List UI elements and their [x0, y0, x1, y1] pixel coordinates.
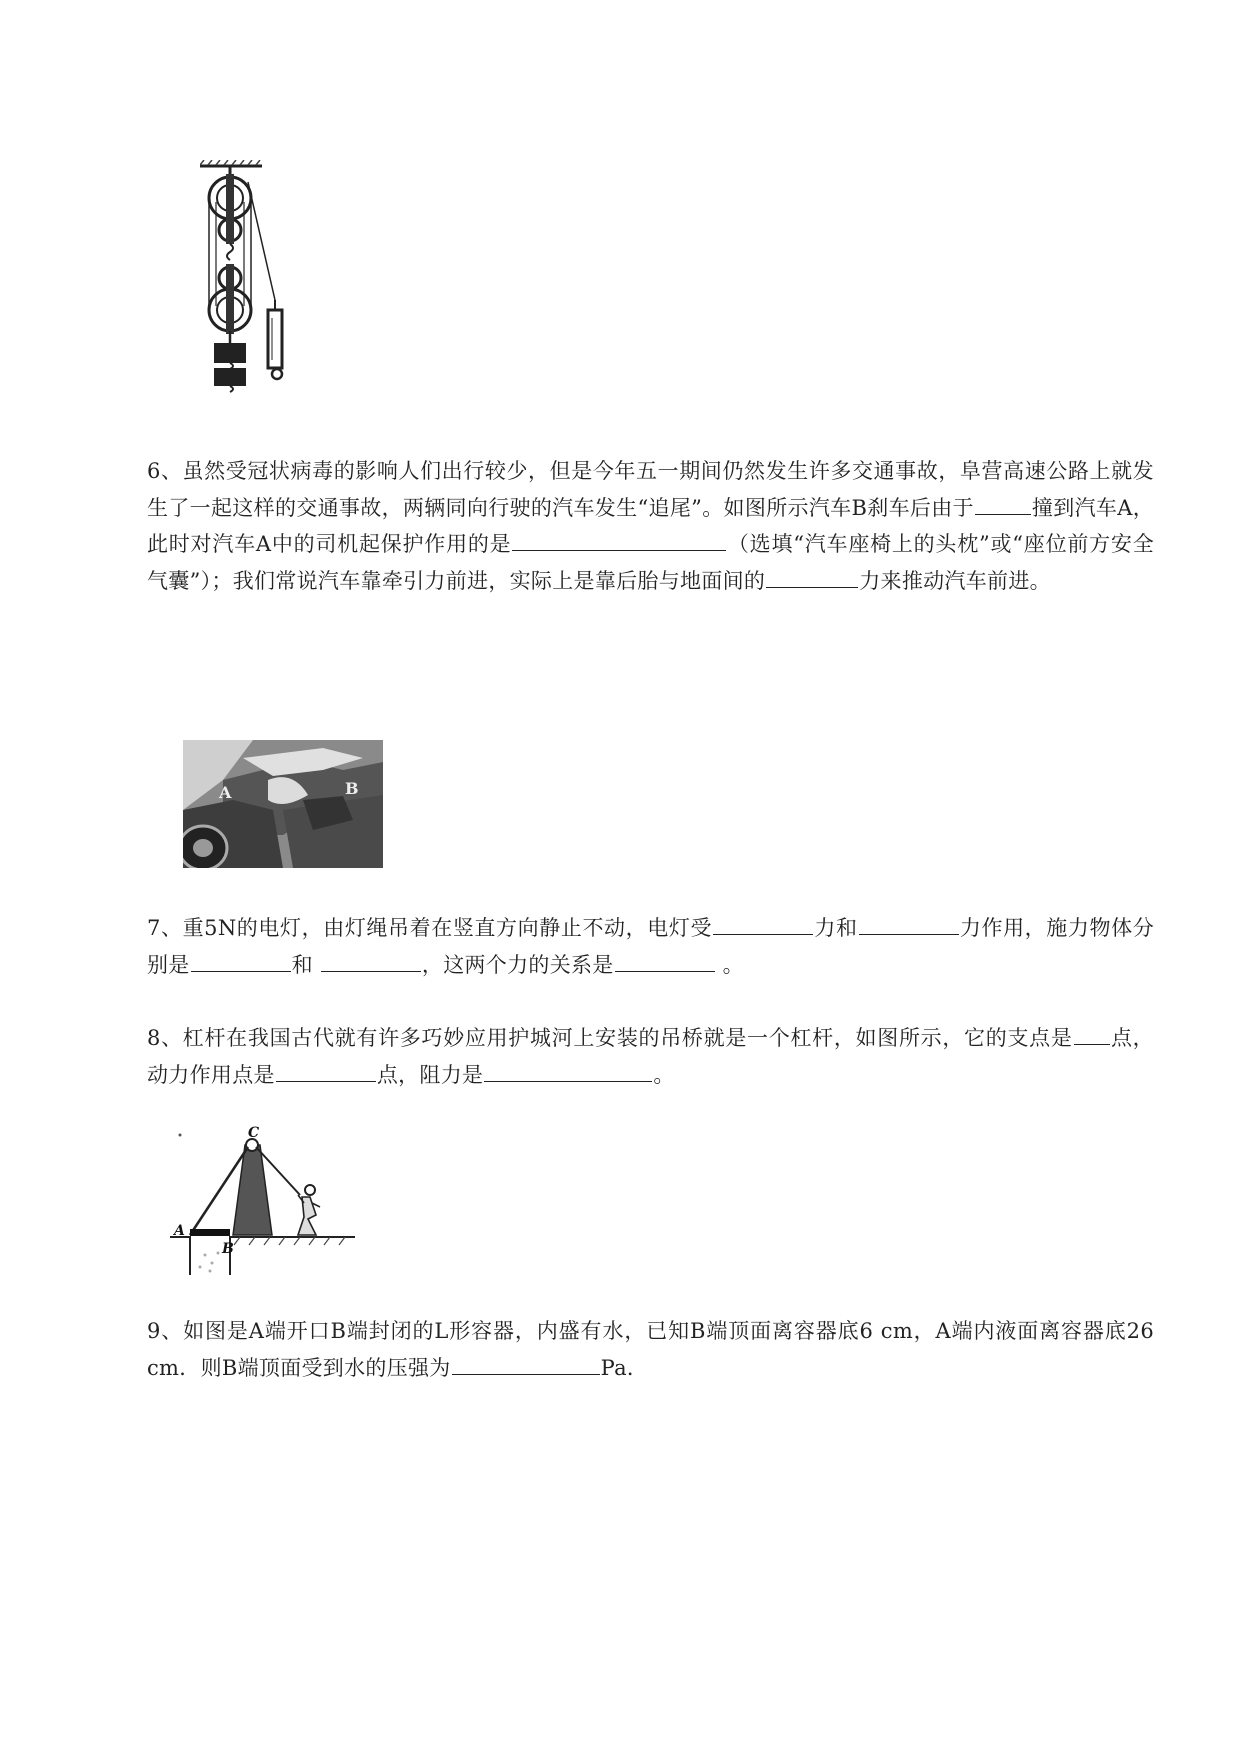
bridge-label-b: B	[222, 1241, 234, 1257]
q6-blank-1[interactable]	[975, 491, 1031, 515]
q6-text-4: 力来推动汽车前进。	[859, 568, 1051, 593]
bridge-label-c: C	[248, 1125, 260, 1141]
q7-blank-5[interactable]	[615, 948, 715, 972]
bridge-label-a: A	[174, 1223, 185, 1239]
q7-text-2: 力和	[814, 916, 858, 940]
q8-text-3: 点，阻力是	[376, 1062, 484, 1087]
q8-text-4: 。	[653, 1062, 675, 1087]
q8-text-1: 8、杠杆在我国古代就有许多巧妙应用护城河上安装的吊桥就是一个杠杆，如图所示，它的支点是	[147, 1026, 1073, 1050]
q7-text-3: 力作用，施力物体分别是	[147, 916, 1154, 977]
q6-text-3: （选填“汽车座椅上的头枕”或“座位前方安全气囊”）；我们常说汽车靠牵引力前进，实际上是靠后胎与地面间的	[147, 532, 1154, 593]
q9-text-2: Pa．	[600, 1355, 649, 1380]
q8-text-2: 点，动力作用点是	[147, 1026, 1154, 1087]
question-9	[147, 1313, 1154, 1386]
q7-text-1: 7、重5N的电灯，由灯绳吊着在竖直方向静止不动，电灯受	[147, 916, 713, 940]
q8-blank-1[interactable]	[1074, 1021, 1110, 1045]
pulley-system-figure	[200, 160, 310, 440]
car-label-a: A	[219, 783, 232, 802]
q8-blank-3[interactable]	[484, 1058, 652, 1082]
q6-text-1: 6、虽然受冠状病毒的影响人们出行较少，但是今年五一期间仍然发生许多交通事故，阜营高速公路上就发生了一起这样的交通事故，两辆同向行驶的汽车发生“追尾”。如图所示汽车B刹车后由于	[147, 459, 1154, 520]
drawbridge-figure	[170, 1125, 355, 1275]
question-8	[147, 1020, 1154, 1093]
question-7	[147, 910, 1154, 983]
car-label-b: B	[345, 779, 359, 798]
q6-blank-2[interactable]	[512, 527, 726, 551]
q9-blank-1[interactable]	[452, 1351, 600, 1375]
q6-blank-3[interactable]	[766, 564, 858, 588]
q8-blank-2[interactable]	[276, 1058, 376, 1082]
question-6	[147, 453, 1154, 599]
q7-text-4: 和	[291, 952, 313, 977]
q7-text-5: ，这两个力的关系是	[421, 952, 614, 977]
q7-blank-1[interactable]	[713, 911, 813, 935]
q7-blank-2[interactable]	[859, 911, 959, 935]
q6-text-2: 撞到汽车A，此时对汽车A中的司机起保护作用的是	[147, 495, 1155, 556]
q7-blank-4[interactable]	[321, 948, 421, 972]
q7-blank-3[interactable]	[191, 948, 291, 972]
car-collision-photo	[183, 740, 383, 868]
q7-text-6: 。	[722, 952, 744, 977]
q9-text-1: 9、如图是A端开口B端封闭的L形容器，内盛有水，已知B端顶面离容器底6 cm，A端内液面离容器底26 cm．则B端顶面受到水的压强为	[147, 1319, 1154, 1380]
